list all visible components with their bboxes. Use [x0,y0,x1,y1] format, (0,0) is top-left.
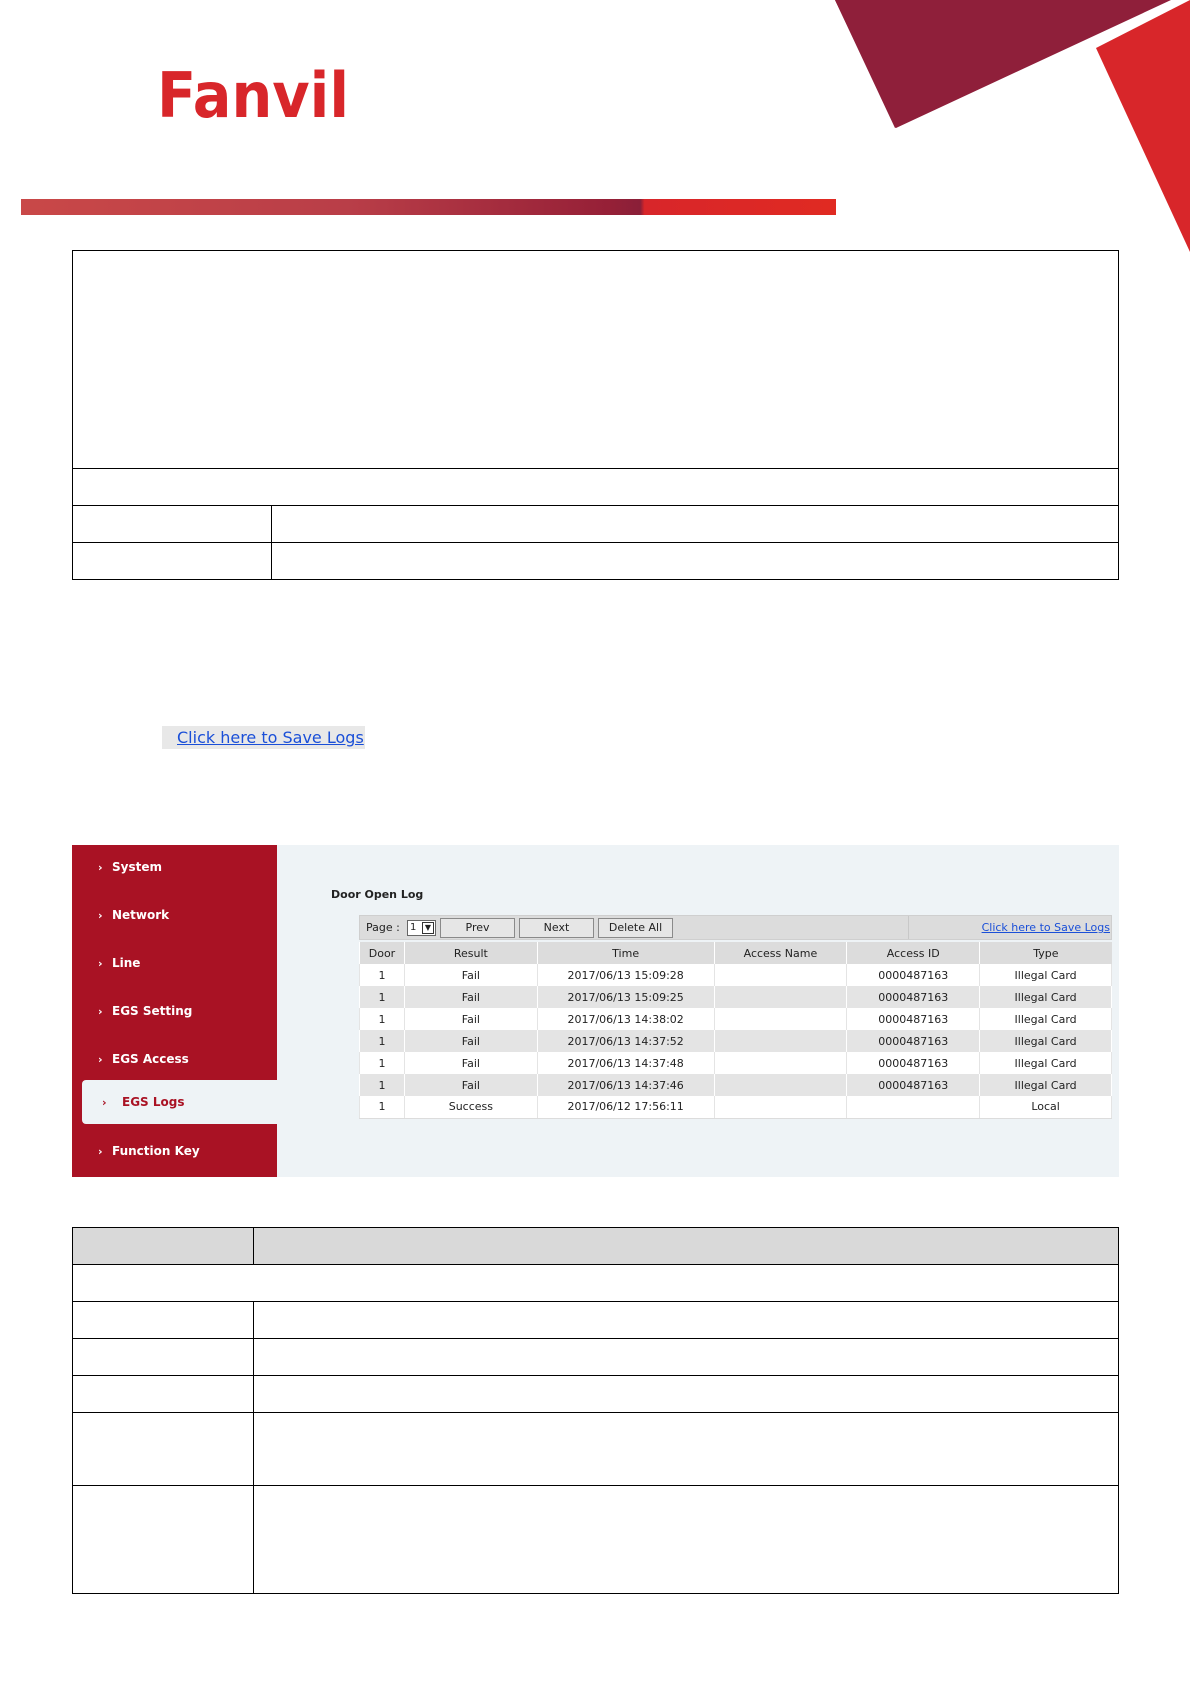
cell-access-id: 0000487163 [847,1008,980,1030]
cell-access-name [714,1008,847,1030]
egs-logs-screenshot [72,845,1119,1177]
cell-type: Illegal Card [980,1052,1112,1074]
log-toolbar [359,915,1112,940]
page-select[interactable] [407,920,436,936]
door-open-log-table [359,942,1112,1119]
column-header: Time [537,942,714,964]
sidebar-item-label: Function Key [112,1144,200,1158]
column-header: Result [404,942,537,964]
table-row [360,986,1112,1008]
cell-access-id: 0000487163 [847,986,980,1008]
header-gradient-bar [21,199,836,215]
chevron-right-icon: › [98,860,103,874]
cell-access-id: 0000487163 [847,1030,980,1052]
svg-text:Fanvil: Fanvil [157,63,349,125]
table-row [360,1030,1112,1052]
sidebar-item-label: System [112,860,162,874]
header-corner-graphic [0,0,1190,260]
cell-result: Fail [404,1030,537,1052]
cell-access-name [714,1074,847,1096]
table-row [360,964,1112,986]
cell-type: Illegal Card [980,1008,1112,1030]
cell-access-name [714,1096,847,1118]
column-header: Access ID [847,942,980,964]
cell-result: Fail [404,1052,537,1074]
prev-button[interactable]: Prev [440,918,515,938]
sidebar-item-label: EGS Access [112,1052,189,1066]
cell-access-id: 0000487163 [847,1074,980,1096]
cell-door: 1 [360,964,405,986]
column-header: Door [360,942,405,964]
sidebar-item-network[interactable] [72,893,277,937]
cell-result: Fail [404,986,537,1008]
cell-type: Illegal Card [980,1074,1112,1096]
table-header-row [360,942,1112,964]
sidebar-item-egs-setting[interactable] [72,989,277,1033]
page-select-value: 1 [410,922,417,933]
chevron-right-icon: › [98,908,103,922]
cell-time: 2017/06/12 17:56:11 [537,1096,714,1118]
panel-title: Door Open Log [331,888,424,901]
cell-time: 2017/06/13 14:37:46 [537,1074,714,1096]
sidebar-item-line[interactable] [72,941,277,985]
sidebar-item-label: EGS Setting [112,1004,193,1018]
cell-access-name [714,1052,847,1074]
cell-door: 1 [360,1008,405,1030]
cell-access-id [847,1096,980,1118]
chevron-right-icon: › [98,1004,103,1018]
toolbar-divider [908,916,909,939]
chevron-right-icon: › [98,1052,103,1066]
cell-result: Fail [404,1074,537,1096]
sidebar-item-egs-access[interactable] [72,1037,277,1081]
column-header: Type [980,942,1112,964]
delete-all-button[interactable]: Delete All [598,918,673,938]
cell-door: 1 [360,1030,405,1052]
table-row [360,1008,1112,1030]
cell-type: Illegal Card [980,964,1112,986]
cell-type: Illegal Card [980,986,1112,1008]
save-logs-link[interactable]: Click here to Save Logs [177,728,364,747]
cell-type: Local [980,1096,1112,1118]
chevron-right-icon: › [98,1144,103,1158]
sidebar-item-label: EGS Logs [122,1095,185,1109]
chevron-down-icon: ▼ [422,922,434,934]
next-button[interactable]: Next [519,918,594,938]
sidebar-item-label: Network [112,908,170,922]
top-table [72,250,1119,580]
table-row [360,1052,1112,1074]
cell-result: Fail [404,1008,537,1030]
fanvil-logo [157,63,357,125]
bottom-table [72,1227,1119,1594]
sidebar-item-function-key[interactable] [72,1129,277,1173]
sidebar-item-label: Line [112,956,141,970]
cell-result: Success [404,1096,537,1118]
sidebar-item-egs-logs[interactable] [82,1080,277,1124]
cell-time: 2017/06/13 14:37:52 [537,1030,714,1052]
table-row [360,1096,1112,1118]
column-header: Access Name [714,942,847,964]
table-row [360,1074,1112,1096]
cell-access-id: 0000487163 [847,1052,980,1074]
cell-time: 2017/06/13 15:09:28 [537,964,714,986]
cell-time: 2017/06/13 14:37:48 [537,1052,714,1074]
cell-access-name [714,1030,847,1052]
cell-door: 1 [360,986,405,1008]
cell-result: Fail [404,964,537,986]
cell-door: 1 [360,1052,405,1074]
cell-type: Illegal Card [980,1030,1112,1052]
cell-time: 2017/06/13 15:09:25 [537,986,714,1008]
chevron-right-icon: › [98,956,103,970]
sidebar-item-system[interactable] [72,845,277,889]
cell-access-name [714,964,847,986]
cell-access-name [714,986,847,1008]
cell-door: 1 [360,1096,405,1118]
sidebar [72,845,277,1177]
page-label: Page : [366,921,400,934]
cell-door: 1 [360,1074,405,1096]
cell-access-id: 0000487163 [847,964,980,986]
chevron-right-icon: › [102,1095,107,1109]
cell-time: 2017/06/13 14:38:02 [537,1008,714,1030]
save-logs-link-inline[interactable]: Click here to Save Logs [981,921,1110,934]
